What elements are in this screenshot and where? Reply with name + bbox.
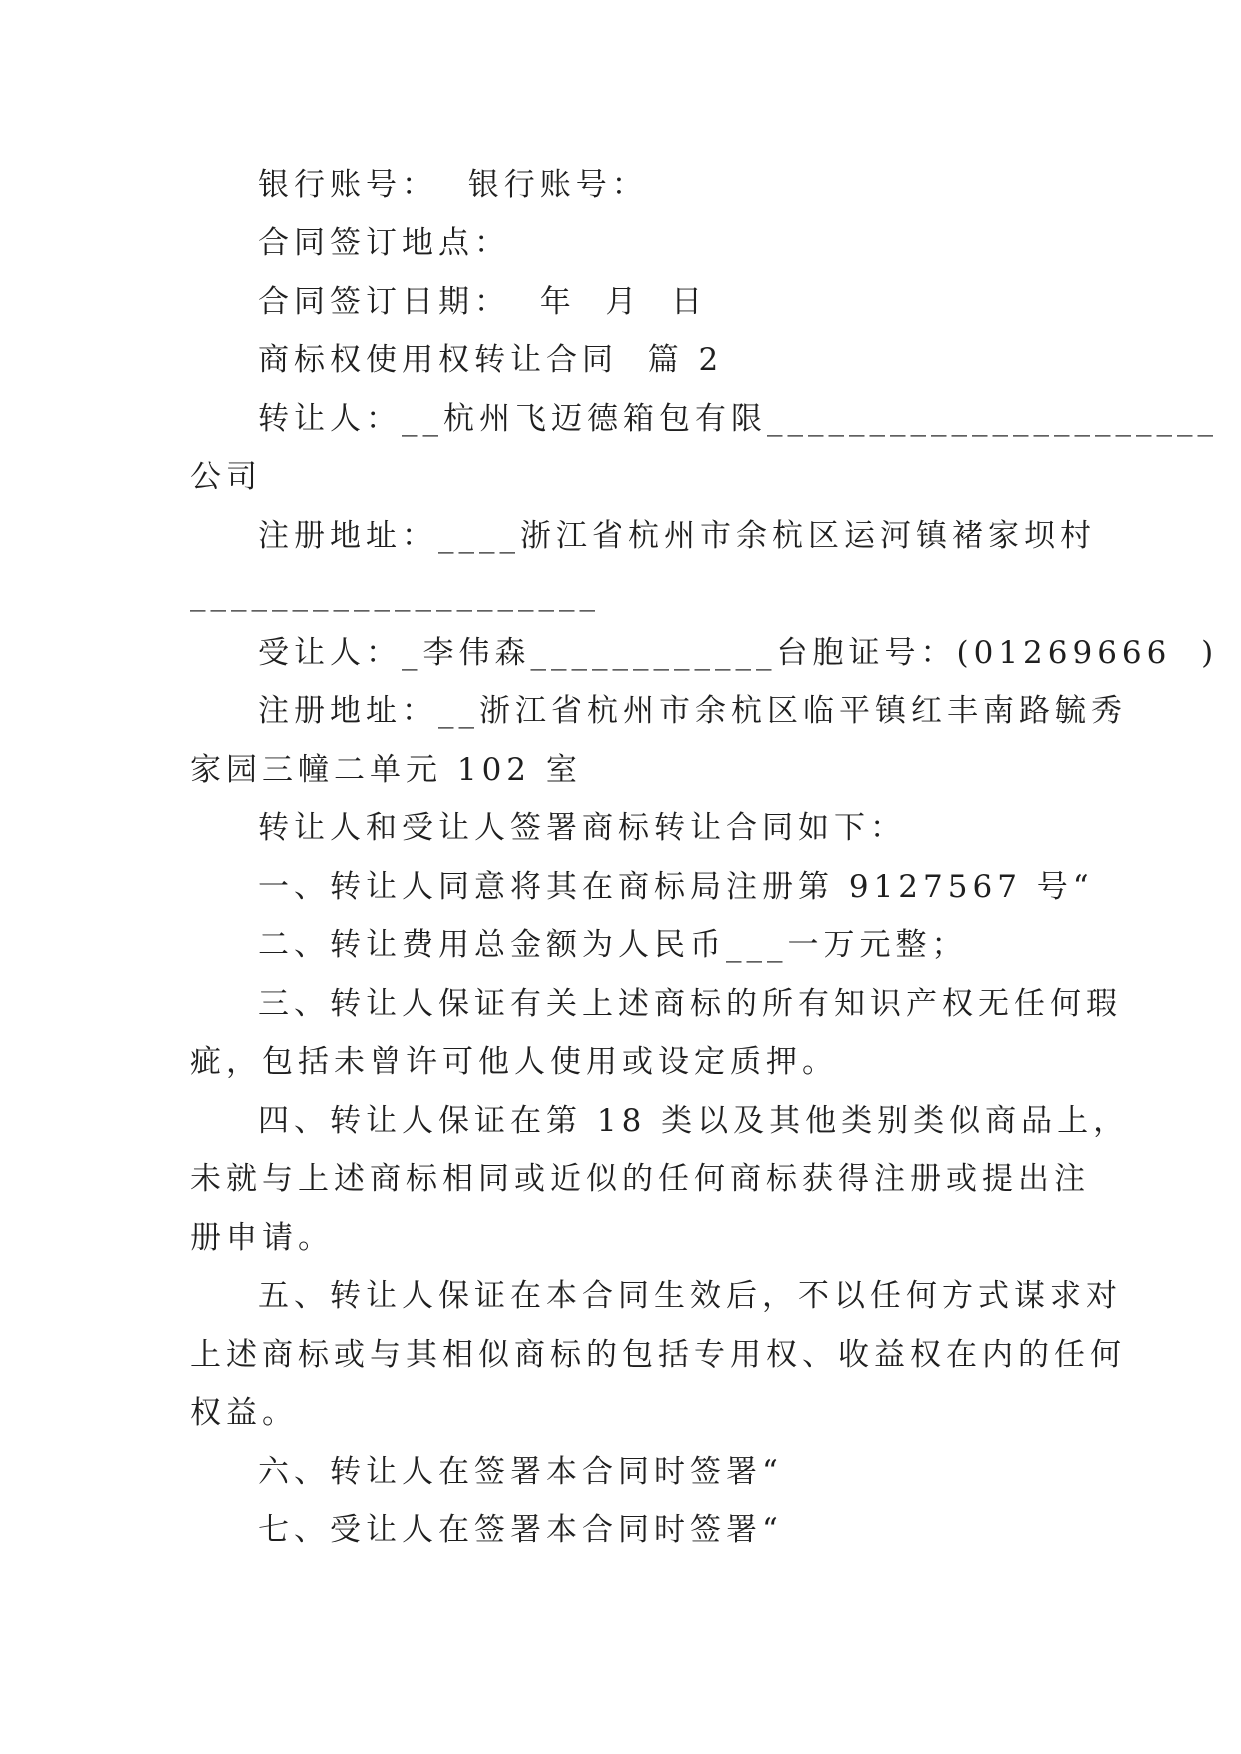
transferor-address-line-cont: ____________________ <box>190 576 600 612</box>
clause-1: 一、转让人同意将其在商标局注册第 9127567 号“ <box>258 869 1094 905</box>
transferor-address-line: 注册地址：____浙江省杭州市余杭区运河镇褚家坝村 <box>258 518 1096 554</box>
clause-3-cont: 疵，包括未曾许可他人使用或设定质押。 <box>190 1044 838 1080</box>
bank-account-line: 银行账号： 银行账号： <box>258 167 648 203</box>
clause-7: 七、受让人在签署本合同时签署“ <box>258 1512 783 1548</box>
transferor-line-cont: 公司 <box>190 459 262 495</box>
clause-3: 三、转让人保证有关上述商标的所有知识产权无任何瑕 <box>258 986 1122 1022</box>
transferee-address-line: 注册地址：__浙江省杭州市余杭区临平镇红丰南路毓秀 <box>258 693 1127 729</box>
transferee-address-line-cont: 家园三幢二单元 102 室 <box>190 752 582 788</box>
clause-6: 六、转让人在签署本合同时签署“ <box>258 1454 783 1490</box>
signing-date-line: 合同签订日期： 年 月 日 <box>258 284 708 320</box>
clause-4: 四、转让人保证在第 18 类以及其他类别类似商品上， <box>258 1103 1130 1139</box>
clause-4-cont-1: 未就与上述商标相同或近似的任何商标获得注册或提出注 <box>190 1161 1090 1197</box>
clause-2: 二、转让费用总金额为人民币___一万元整； <box>258 927 968 963</box>
clause-5: 五、转让人保证在本合同生效后，不以任何方式谋求对 <box>258 1278 1122 1314</box>
agreement-intro: 转让人和受让人签署商标转让合同如下： <box>258 810 906 846</box>
clause-5-cont-1: 上述商标或与其相似商标的包括专用权、收益权在内的任何 <box>190 1337 1126 1373</box>
section-title: 商标权使用权转让合同 篇 2 <box>258 342 724 378</box>
clause-5-cont-2: 权益。 <box>190 1395 298 1431</box>
transferor-line: 转让人：__杭州飞迈德箱包有限______________________ <box>258 401 1218 437</box>
transferee-line: 受让人：_李伟森____________台胞证号：(01269666 ) <box>258 635 1219 671</box>
clause-4-cont-2: 册申请。 <box>190 1220 334 1256</box>
signing-place-line: 合同签订地点： <box>258 225 510 261</box>
